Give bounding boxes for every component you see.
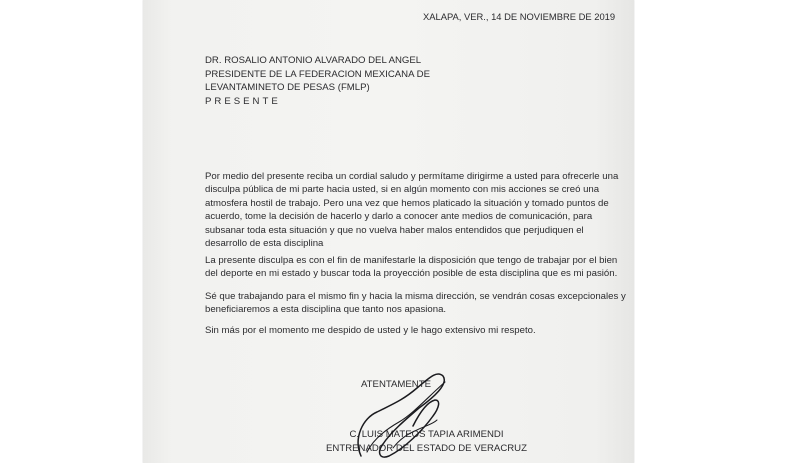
letter-sheet xyxy=(143,0,634,463)
paragraph-line: Sin más por el momento me despido de usted y le hago extensivo mi respeto. xyxy=(205,325,536,336)
signer-name: C. LUIS MATEOS TAPIA ARIMENDI xyxy=(349,429,504,440)
paragraph-line: Por medio del presente reciba un cordial saludo y permítame dirigirme a usted para ofrecerle una xyxy=(205,171,619,182)
paragraph-line: del deporte en mi estado y buscar toda la proyección posible de esta disciplina que es mi pasión. xyxy=(205,268,618,280)
paragraph-line: La presente disculpa es con el fin de manifestarle la disposición que tengo de trabajar por el bien xyxy=(205,255,618,266)
closing-atentamente: ATENTAMENTE xyxy=(361,379,431,390)
paragraph-line: acuerdo, tome la decisión de hacerlo y darlo a conocer ante medios de comunicación, para xyxy=(205,211,593,223)
signer-title: ENTRENADOR DEL ESTADO DE VERACRUZ xyxy=(326,442,527,454)
paragraph-line: Sé que trabajando para el mismo fin y hacia la misma dirección, se vendrán cosas excepcionales y xyxy=(205,291,626,302)
handwritten-signature xyxy=(333,352,473,463)
paragraph-line: subsanar toda esta situación y que no vuelva haber malos entendidos que perjudiquen el xyxy=(205,224,584,236)
recipient-block xyxy=(205,54,430,108)
date-line: XALAPA, VER., 14 DE NOVIEMBRE DE 2019 xyxy=(423,11,616,22)
recipient-organization: LEVANTAMINETO DE PESAS (FMLP) xyxy=(205,82,370,94)
body-paragraph-1 xyxy=(205,170,618,250)
recipient-name: DR. ROSALIO ANTONIO ALVARADO DEL ANGEL xyxy=(205,55,422,66)
paragraph-line: atmosfera hostil de trabajo. Pero una vez que hemos platicado la situación y tomado puntos de xyxy=(205,197,609,209)
paragraph-line: disculpa pública de mi parte hacia usted, si en algún momento con mis acciones se creó una xyxy=(205,184,600,196)
paragraph-line: beneficiaremos a esta disciplina que tanto nos apasiona. xyxy=(205,304,447,316)
body-paragraph-4 xyxy=(205,324,536,337)
recipient-position: PRESIDENTE DE LA FEDERACION MEXICANA DE xyxy=(205,68,430,80)
body-paragraph-3 xyxy=(205,290,626,317)
recipient-presente: PRESENTE xyxy=(205,95,281,107)
paragraph-line: desarrollo de esta disciplina xyxy=(205,238,324,250)
body-paragraph-2 xyxy=(205,254,617,281)
